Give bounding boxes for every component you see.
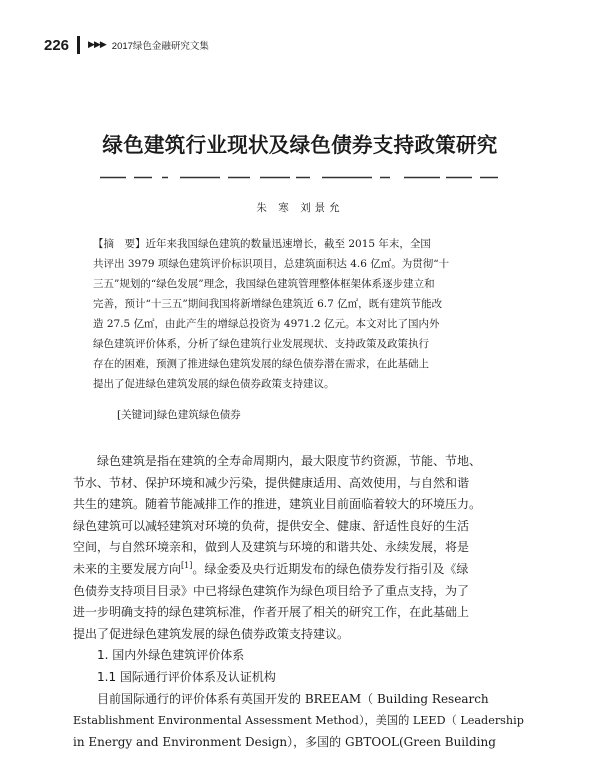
abstract-line: 存在的困难，预测了推进绿色建筑发展的绿色债券潜在需求，在此基础上 bbox=[93, 358, 429, 370]
header-divider bbox=[77, 36, 80, 54]
body-line: 色债券支持项目目录》中已将绿色建筑作为绿色项目给予了重点支持，为了 bbox=[73, 583, 470, 598]
abstract bbox=[93, 234, 509, 394]
body-line: Establishment Environmental Assessment Method），美国的 LEED（ Leadership bbox=[73, 714, 524, 728]
body-line-tail: 。绿金委及央行近期发布的绿色债券发行指引及《绿 bbox=[192, 561, 469, 576]
subsection-heading: 1.1 国际通行评价体系及认证机构 bbox=[97, 669, 276, 684]
body-line: 绿色建筑是指在建筑的全寿命周期内，最大限度节约资源，节能、节地、 bbox=[97, 454, 482, 468]
body-line: 节水、节材、保护环境和减少污染，提供健康适用、高效使用，与自然和谐 bbox=[73, 475, 470, 490]
body-text bbox=[73, 451, 529, 753]
body-line: 目前国际通行的评价体系有英国开发的 BREEAM（ Building Research bbox=[97, 691, 489, 706]
body-line: 空间，与自然环境亲和，做到人及建筑与环境的和谐共处、永续发展，将是 bbox=[73, 540, 470, 555]
abstract-line: 绿色建筑评价体系，分析了绿色建筑行业发展现状、支持政策及政策执行 bbox=[93, 338, 429, 350]
authors: 朱 寒 刘景允 bbox=[256, 202, 344, 214]
abstract-line: 提出了促进绿色建筑发展的绿色债券政策支持建议。 bbox=[93, 378, 335, 390]
abstract-line: 【摘 要】近年来我国绿色建筑的数量迅速增长，截至 2015 年末，全国 bbox=[93, 238, 431, 250]
body-line: 进一步明确支持的绿色建筑标准，作者开展了相关的研究工作，在此基础上 bbox=[73, 605, 470, 620]
abstract-line: 三五”规划的“绿色发展”理念，我国绿色建筑管理整体框架体系逐步建立和 bbox=[93, 278, 435, 290]
decorative-dashed-rule bbox=[100, 176, 500, 179]
reference-marker: [1] bbox=[181, 560, 193, 570]
abstract-line: 完善，预计“十三五”期间我国将新增绿色建筑近 6.7 亿㎡，既有建筑节能改 bbox=[93, 298, 443, 310]
abstract-line: 造 27.5 亿㎡，由此产生的增绿总投资为 4971.2 亿元。本文对比了国内外 bbox=[93, 318, 440, 330]
body-line: 提出了促进绿色建筑发展的绿色债券政策支持建议。 bbox=[73, 626, 350, 641]
keywords: [关键词]绿色建筑绿色债券 bbox=[117, 409, 241, 421]
page-number: 226 bbox=[44, 36, 70, 54]
body-line: 绿色建筑可以减轻建筑对环境的负荷，提供安全、健康、舒适性良好的生活 bbox=[73, 518, 470, 533]
article-title: 绿色建筑行业现状及绿色债券支持政策研究 bbox=[102, 133, 498, 157]
running-title: 2017绿色金融研究文集 bbox=[111, 41, 209, 52]
body-line-head: 未来的主要发展方向 bbox=[73, 561, 182, 576]
section-heading: 1. 国内外绿色建筑评价体系 bbox=[97, 648, 245, 663]
abstract-line: 共评出 3979 项绿色建筑评价标识项目，总建筑面积达 4.6 亿㎡。为贯彻“十 bbox=[93, 258, 450, 270]
body-line: in Energy and Environment Design），多国的 GBTOOL(Green Building bbox=[73, 734, 496, 749]
body-line: 共生的建筑。随着节能减排工作的推进，建筑业目前面临着较大的环境压力。 bbox=[73, 497, 482, 512]
body-line bbox=[73, 559, 529, 581]
running-header bbox=[44, 34, 209, 56]
arrow-icons: ▶▶▶ bbox=[88, 40, 106, 50]
